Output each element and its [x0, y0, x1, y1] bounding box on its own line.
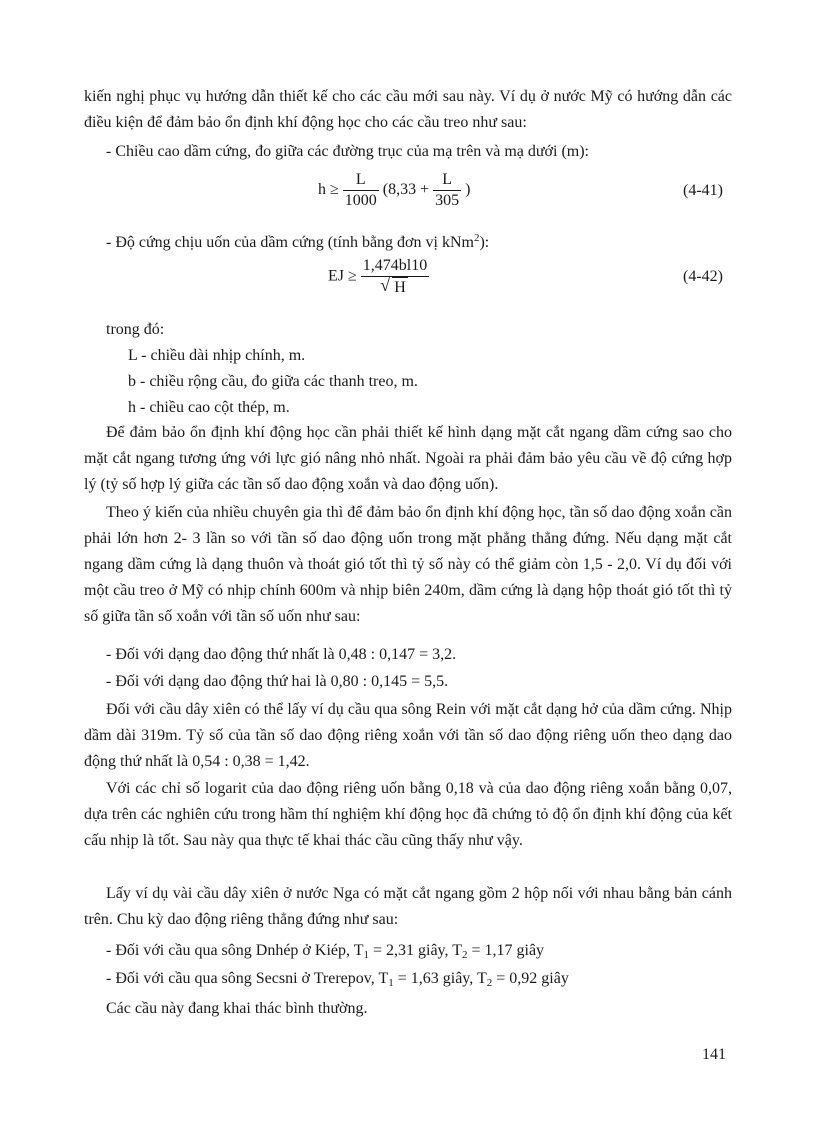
bullet-second-mode: - Đối với dạng dao động thứ hai là 0,80 : 0,145 = 5,5. [106, 673, 449, 690]
eq2-radicand: H [394, 279, 406, 296]
bullet4-a: - Đối với cầu qua sông Secsni ở Trerepov, T [106, 970, 389, 987]
eq1-f1-numerator: L [343, 170, 379, 191]
paragraph-rein-bridge: Đối với cầu dây xiên có thể lấy ví dụ cầu qua sông Rein với mặt cắt dạng hở của dầm cứng. Nhịp dầm dài 319m. Tỷ số của tần số dao động riêng xoắn với tần số dao động riêng uốn theo dạng dao động thứ nhất là 0,54 : 0,38 = 1,42. [84, 701, 732, 770]
bullet4-c: = 0,92 giây [492, 970, 569, 987]
eq1-f2-numerator: L [433, 170, 461, 191]
eq2-lhs: EJ ≥ [328, 267, 357, 285]
item-bending-stiffness [106, 226, 489, 255]
paragraph-expert-opinion: Theo ý kiến của nhiều chuyên gia thì để đảm bảo ổn định khí động học, tần số dao động xoắn cần phải lớn hơn 2- 3 lần so với tần số dao động uốn trong mặt phẳng thẳng đứng. Nếu dạng mặt cắt ngang dầm cứng là dạng thuôn và thoát gió tốt thì tỷ số này có thể giảm còn 1,5 - 2,0. Ví dụ đối với một cầu treo ở Mỹ có nhịp chính 600m và nhịp biên 240m, dầm cứng là dạng hộp thoát gió tốt thì tỷ số giữa tần số xoắn với tần số uốn như sau: [84, 504, 732, 625]
eq1-f2-denominator: 305 [435, 192, 460, 209]
eq2-numerator: 1,474bl10 [361, 256, 429, 277]
definition-L: L - chiều dài nhịp chính, m. [128, 347, 306, 364]
bullet3-c: = 1,17 giây [467, 942, 545, 959]
paragraph-intro: kiến nghị phục vụ hướng dẫn thiết kế cho các cầu mới sau này. Ví dụ ở nước Mỹ có hướng dẫn các điều kiện để đảm bảo ổn định khí động học cho các cầu treo như sau: [84, 88, 732, 131]
paragraph-logarithmic: Với các chỉ số logarit của dao động riêng uốn bằng 0,18 và của dao động riêng xoắn bằng 0,07, dựa trên các nghiên cứu trong hầm thí nghiệm khí động học đã chứng tỏ độ ổn định khí động của kết cấu nhịp là tốt. Sau này qua thực tế khai thác cầu cũng thấy như vậy. [84, 780, 732, 849]
bullet-first-mode: - Đối với dạng dao động thứ nhất là 0,48 : 0,147 = 3,2. [106, 646, 457, 663]
eq1-middle: (8,33 + [382, 181, 430, 199]
paragraph-russia-bridges: Lấy ví dụ vài cầu dây xiên ở nước Nga có mặt cắt ngang gồm 2 hộp nối với nhau bằng bản cánh trên. Chu kỳ dao động riêng thẳng đứng như sau: [84, 885, 732, 928]
sqrt-symbol [382, 277, 408, 298]
equation-number-4-41: (4-41) [683, 182, 723, 199]
equation-4-42 [328, 256, 429, 298]
definition-h: h - chiều cao cột thép, m. [128, 399, 290, 416]
closing-sentence: Các cầu này đang khai thác bình thường. [106, 1000, 368, 1017]
equation-4-41 [318, 170, 470, 211]
eq2-denominator [361, 277, 429, 298]
page-number: 141 [702, 1046, 726, 1063]
item2-superscript: 2 [473, 232, 480, 244]
eq1-lhs: h ≥ [318, 181, 339, 199]
item-beam-height: - Chiều cao dầm cứng, đo giữa các đường trục của mạ trên và mạ dưới (m): [106, 143, 589, 160]
bullet3-sub1: 1 [363, 949, 369, 961]
eq2-fraction [361, 256, 429, 298]
bullet3-sub2: 2 [461, 949, 468, 961]
equation-number-4-42: (4-42) [683, 268, 723, 285]
where-label: trong đó: [106, 321, 165, 338]
eq1-close: ) [465, 181, 471, 199]
bullet4-sub2: 2 [486, 977, 493, 989]
bullet4-sub1: 1 [388, 977, 394, 989]
eq1-fraction-1 [343, 170, 379, 211]
bullet-dnhep-bridge [106, 939, 544, 967]
definition-b: b - chiều rộng cầu, đo giữa các thanh treo, m. [128, 373, 418, 390]
bullet4-b: = 1,63 giây, T [393, 970, 487, 987]
item2-text-a: - Độ cứng chịu uốn của dầm cứng (tính bằng đơn vị kNm [106, 234, 474, 251]
eq1-fraction-2 [433, 170, 461, 211]
bullet3-a: - Đối với cầu qua sông Dnhép ở Kiép, T [106, 942, 364, 959]
eq1-f1-denominator: 1000 [344, 192, 377, 209]
paragraph-aerodynamic-shape: Để đảm bảo ổn định khí động học cần phải thiết kế hình dạng mặt cắt ngang dầm cứng sao cho mặt cắt ngang tương ứng với lực gió nâng nhỏ nhất. Ngoài ra phải đảm bảo yêu cầu về độ cứng hợp lý (tỷ số hợp lý giữa các tần số dao động xoắn và dao động uốn). [84, 424, 732, 493]
bullet3-b: = 2,31 giây, T [368, 942, 462, 959]
bullet-secsni-bridge [106, 967, 569, 995]
item2-text-b: ): [479, 234, 490, 251]
